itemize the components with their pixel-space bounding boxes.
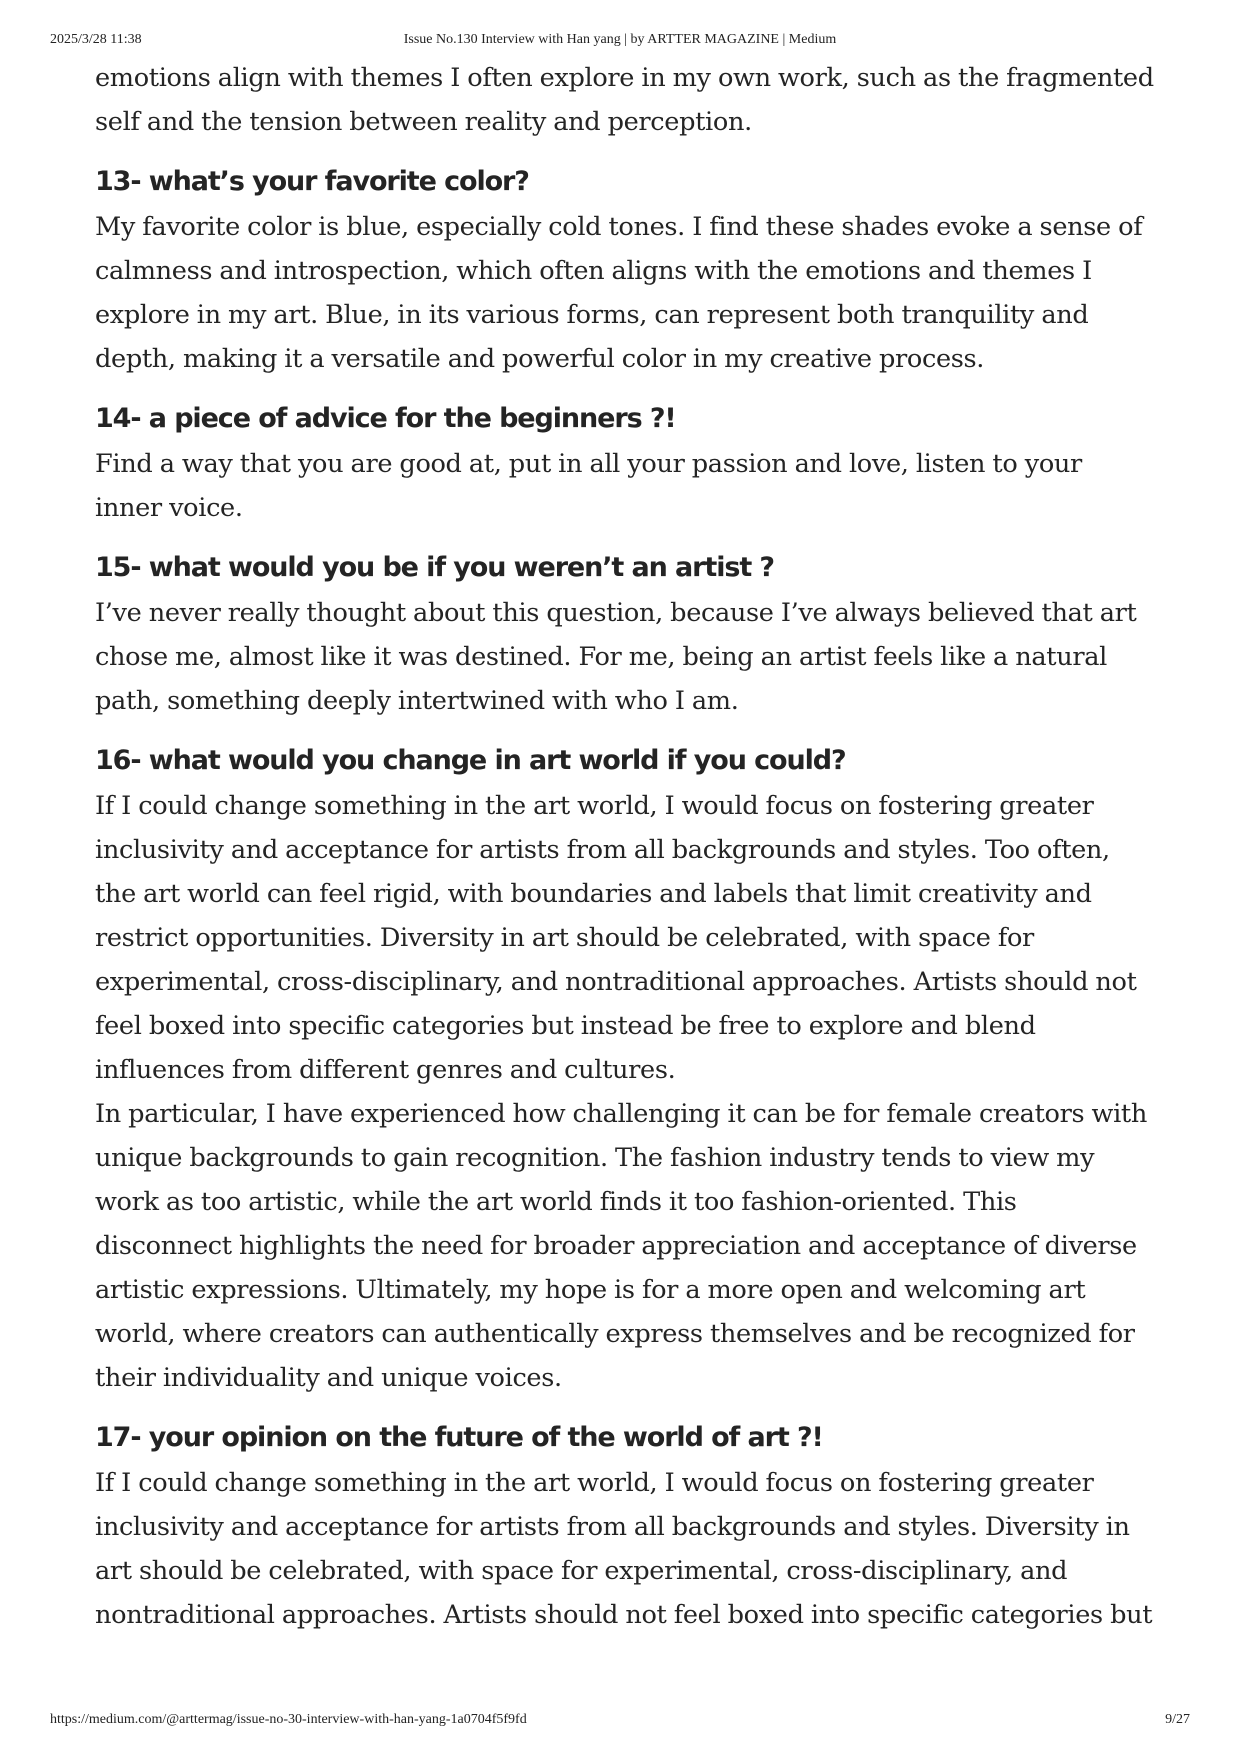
answer-13-paragraph: My favorite color is blue, especially cold tones. I find these shades evoke a sense of calmness and introspection, which often aligns with the emotions and themes I explore in my art. Blue, in its various forms, can represent both tranquility and depth, making it a versatile and powerful color in my creative process. [95,212,1143,374]
question-13-heading: 13- what’s your favorite color? [95,166,529,197]
question-15-heading: 15- what would you be if you weren’t an artist ? [95,552,774,583]
answer-16-paragraph-1: If I could change something in the art world, I would focus on fostering greater inclusivity and acceptance for artists from all backgrounds and styles. Too often, the art world can feel rigid, with boundaries and labels that limit creativity and restrict opportunities. Diversity in art should be celebrated, with space for experimental, cross-disciplinary, and nontraditional approaches. Artists should not feel boxed into specific categories but instead be free to explore and blend influences from different genres and cultures. [95,791,1137,1085]
print-footer [50,1712,1190,1732]
answer-17-paragraph: If I could change something in the art world, I would focus on fostering greater inclusivity and acceptance for artists from all backgrounds and styles. Diversity in art should be celebrated, with space for experimental, cross-disciplinary, and nontraditional approaches. Artists should not feel boxed into specific categories but [95,1468,1153,1630]
answer-15-paragraph: I’ve never really thought about this question, because I’ve always believed that art chose me, almost like it was destined. For me, being an artist feels like a natural path, something deeply intertwined with who I am. [95,598,1137,716]
question-17-heading: 17- your opinion on the future of the world of art ?! [95,1422,823,1453]
print-page-title: Issue No.130 Interview with Han yang | by ARTTER MAGAZINE | Medium [403,32,837,47]
answer-16-paragraph-2: In particular, I have experienced how challenging it can be for female creators with unique backgrounds to gain recognition. The fashion industry tends to view my work as too artistic, while the art world finds it too fashion-oriented. This disconnect highlights the need for broader appreciation and acceptance of diverse artistic expressions. Ultimately, my hope is for a more open and welcoming art world, where creators can authentically express themselves and be recognized for their individuality and unique voices. [95,1099,1147,1393]
answer-14-paragraph: Find a way that you are good at, put in all your passion and love, listen to your inner voice. [95,449,1082,523]
print-page-url: https://medium.com/@arttermag/issue-no-30-interview-with-han-yang-1a0704f5f9fd [50,1712,527,1727]
question-14-heading: 14- a piece of advice for the beginners ?! [95,403,676,434]
question-16-heading: 16- what would you change in art world if you could? [95,745,846,776]
print-page-number: 9/27 [1165,1712,1190,1727]
intro-paragraph-tail: emotions align with themes I often explore in my own work, such as the fragmented self and the tension between reality and perception. [95,63,1154,137]
print-header [50,32,1190,52]
print-datetime: 2025/3/28 11:38 [50,32,142,47]
article-body [95,56,1155,1637]
